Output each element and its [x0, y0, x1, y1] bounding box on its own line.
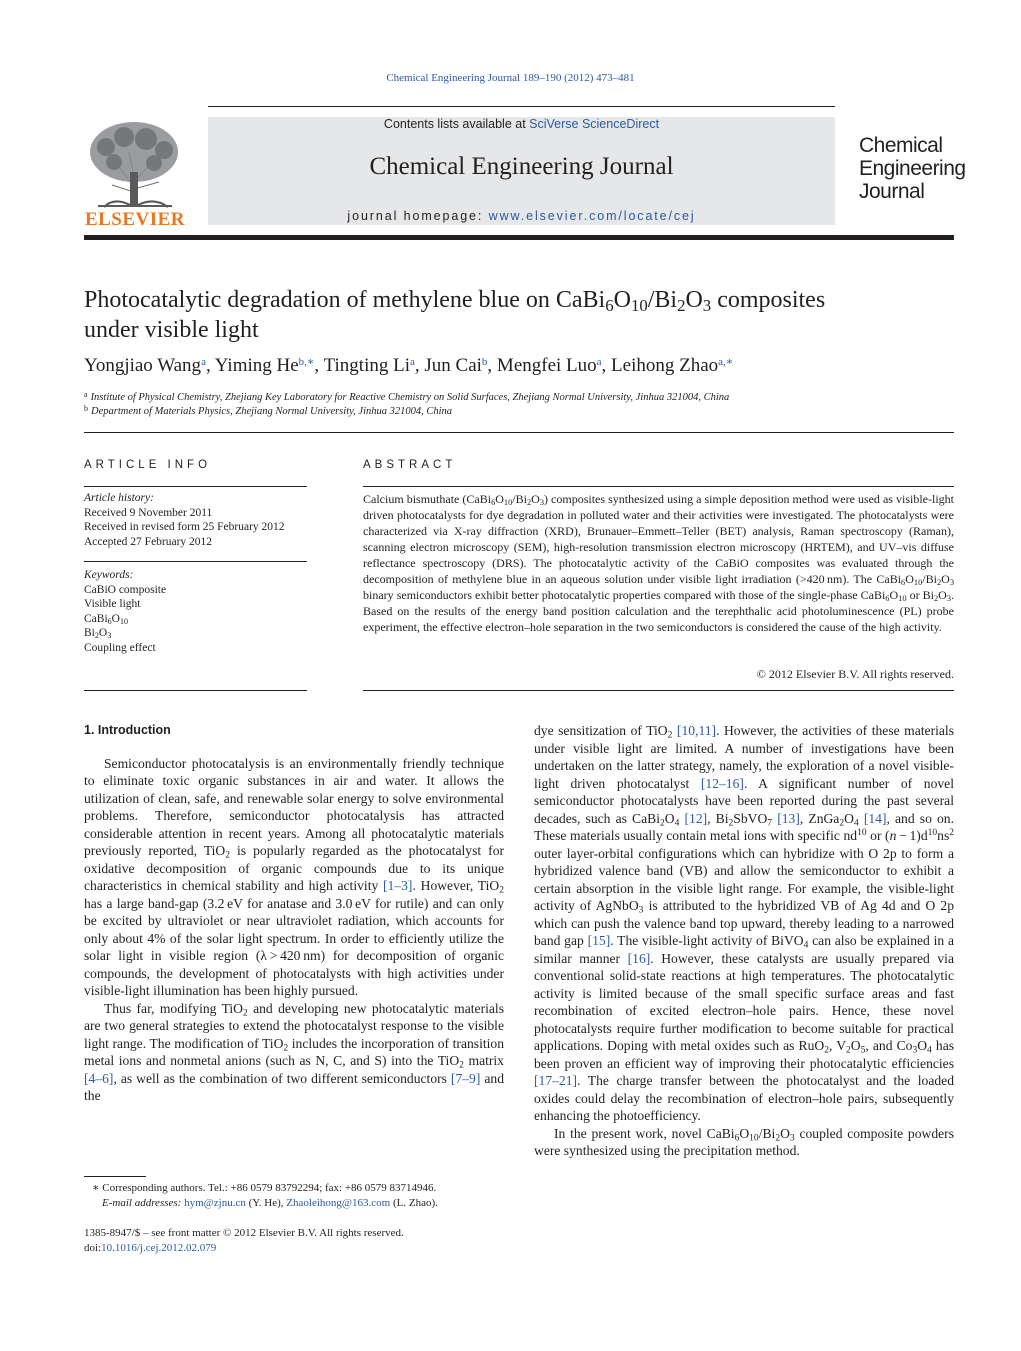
citation-link[interactable]: [13] [777, 810, 800, 826]
body-left-column [84, 722, 504, 1105]
article-title: Photocatalytic degradation of methylene blue on $CaBi_6O_{10}/Bi_2O_3$ composites under visible light [84, 287, 826, 343]
abstract-text: Calcium bismuthate $(CaBi_6O_{10}/Bi_2O_3)$ composites synthesized using a simple deposition method were used as visible-light driven photocatalysts for dye degradation in polluted water and their activities were investigated. The photocatalysts were characterized via X-ray diffraction (XRD), Brunauer–Emmett–Teller (BET) analysis, Raman spectroscopy (Raman), scanning electron microscopy (SEM), high-resolution transmission electron microscopy (HRTEM), and UV–vis diffuse reflectance spectroscopy (DRS). The photocatalytic activity of the CaBiO composites was evaluated through the decomposition of methylene blue in an aqueous solution under visible light irradiation (>420 nm). The $CaBi_6O_{10}/Bi_2O_3$ binary semiconductors exhibit better photocatalytic properties compared with those of the single-phase $CaBi_6O_{10}$ or $Bi_2O_3$. Based on the results of the energy band position calculation and the terephthalic acid photoluminescence (PL) probe experiment, the effective electron–hole separation in the two semiconductors is considered the cause of the high activity. [363, 492, 954, 634]
body-right-column [534, 722, 954, 1160]
footnote-rule [84, 1176, 146, 1177]
keywords: Keywords: CaBiO composite Visible light $CaBi_6O_{10}$ $Bi_2O_3$ Coupling effect [84, 569, 167, 654]
copyright-notice: © 2012 Elsevier B.V. All rights reserved. [756, 667, 954, 681]
header-rule [208, 106, 835, 107]
author-name: Yiming He [214, 355, 299, 376]
citation-link[interactable]: [12] [684, 810, 708, 826]
citation-link[interactable]: [1–3] [383, 878, 413, 893]
contents-line: Contents lists available at SciVerse ScienceDirect [383, 117, 660, 131]
section-heading-introduction: 1. Introduction [84, 723, 171, 737]
citation-link[interactable]: [14] [863, 810, 887, 826]
info-rule [84, 561, 307, 562]
citation-link[interactable]: [7–9] [450, 1070, 481, 1086]
email-link[interactable]: Zhaoleihong@163.com [286, 1197, 391, 1209]
author-affiliation-mark[interactable]: a [410, 355, 415, 368]
abstract-rule [363, 486, 954, 487]
author-list: Yongjiao Wang$^a$, Yiming $He^{b,∗}$, Tingting Li$^a$, Jun Cai$^b$, Mengfei Luo$^a$, Leihong Zhao$^{a,∗}$ [84, 355, 734, 376]
author-name: Mengfei Luo [496, 355, 597, 376]
info-rule [84, 486, 307, 487]
abstract-rule [363, 690, 954, 691]
citation-link[interactable]: [12–16] [700, 775, 744, 791]
article-info-heading: ARTICLE INFO [84, 459, 212, 471]
author-affiliation-mark[interactable]: b,∗ [298, 355, 315, 368]
author-name: Tingting Li [323, 355, 410, 376]
citation-link[interactable]: [17–21] [534, 1073, 578, 1088]
affiliation-b: $^b$ Department of Materials Physics, Zhejiang Normal University, Jinhua 321004, China [84, 404, 453, 417]
paragraph: dye sensitization of TiO$_2$ [10,11]. However, the activities of these materials under visible light are limited. A number of investigations have been undertaken on the latter strategy, namely, the exploration of a novel visible-light driven photocatalyst [12–16]. A significant number of novel semiconductor photocatalysts have been reported during the past several decades, such as $CaBi_2O_4$ [12], $Bi_2SbVO_7$ [13], $ZnGa_2O_4$ [14], and so on. These materials usually contain metal ions with specific $nd^{10}$ or $(n - 1)d^{10}ns^2$ outer layer-orbital configurations which can hybridize with O 2p to form a hybridized valence band (VB) and allow the semiconductor to exhibit a certain absorption in the visible light range. For example, the visible-light activity of AgNbO$_3$ is attributed to the hybridized VB of Ag 4d and O 2p which can push the valence band top upward, thereby leading to a narrowed band gap [15]. The visible-light activity of BiVO$_4$ can also be explained in a similar manner [16]. However, these catalysts are usually prepared via conventional solid-state reactions at high temperatures. The photocatalytic activity is limited because of the small specific surface areas and fast recombination of excited electron–hole pairs. Hence, these novel photocatalysts require further modification to become suitable for practical applications. Doping with metal oxides such as RuO$_2$, $V_2O_5$, and $Co_3O_4$ has been proven an efficient way of improving their photocatalytic efficiencies [17–21]. The charge transfer between the photocatalyst and the loaded oxides could delay the recombination of electron–hole pairs, subsequently enhancing the photoefficiency. [534, 723, 955, 1123]
citation-link[interactable]: [15] [587, 933, 611, 948]
journal-homepage: journal homepage: www.elsevier.com/locate/cej [347, 209, 696, 223]
citation-link[interactable]: [4–6] [84, 1070, 114, 1086]
article-history: Article history: Received 9 November 2011 Received in revised form 25 February 2012 Accepted 27 February 2012 [84, 492, 285, 548]
affiliation-a: $^a$ Institute of Physical Chemistry, Zhejiang Key Laboratory for Reactive Chemistry on Solid Surfaces, Zhejiang Normal University, Jinhua 321004, China [84, 390, 730, 403]
citation-link[interactable]: [16] [627, 950, 651, 966]
corresponding-author-footnote: ∗ Corresponding authors. Tel.: +86 0579 83792294; fax: +86 0579 83714946. E-mail addresses: hym@zjnu.cn (Y. He), Zhaoleihong@163.com (L. Zhao). [92, 1182, 438, 1209]
author-affiliation-mark[interactable]: a [596, 355, 602, 368]
author-affiliation-mark[interactable]: a [201, 355, 206, 368]
journal-cover-wordmark: Chemical Engineering Journal [859, 134, 966, 203]
doi-link[interactable]: 10.1016/j.cej.2012.02.079 [101, 1242, 217, 1254]
paragraph: Semiconductor photocatalysis is an environmentally friendly technique to eliminate toxic organic substances in air and water. It allows the utilization of clean, safe, and renewable solar energy to solve environmental problems. Therefore, semiconductor photocatalysis has attracted considerable attention in recent years. Among all photocatalytic materials previously reported, TiO$_2$ is popularly regarded as the photocatalyst for oxidative decomposition of organic compounds due to its unique characteristics in chemical stability and high activity [1–3]. However, TiO$_2$ has a large band-gap (3.2 eV for anatase and 3.0 eV for rutile) and can only be excited by ultraviolet or near ultraviolet radiation, which accounts for only about 4% of the solar light spectrum. In order to efficiently utilize the solar light in visible region (λ > 420 nm) for decomposition of organic compounds, the development of photocatalysts with high activities under visible-light illumination has been highly pursued. [84, 755, 505, 998]
header-thick-rule [84, 235, 954, 240]
author-affiliation-mark[interactable]: b [481, 355, 488, 368]
keyword: Visible light [84, 598, 141, 610]
abstract-heading: ABSTRACT [363, 459, 457, 471]
citation-link[interactable]: [10,11] [676, 723, 717, 738]
email-link[interactable]: hym@zjnu.cn [184, 1197, 246, 1209]
author-name: Yongjiao Wang [84, 355, 202, 376]
journal-citation[interactable]: Chemical Engineering Journal 189–190 (2012) 473–481 [386, 72, 635, 84]
keyword: CaBiO composite [84, 583, 167, 596]
keyword: Coupling effect [84, 641, 156, 654]
keyword: $CaBi_6O_{10}$ [84, 612, 129, 626]
info-rule [84, 690, 307, 691]
elsevier-wordmark: ELSEVIER [84, 209, 186, 230]
author-name: Leihong Zhao [611, 355, 719, 376]
homepage-link[interactable]: www.elsevier.com/locate/cej [488, 209, 696, 223]
front-matter: 1385-8947/$ – see front matter © 2012 Elsevier B.V. All rights reserved. doi:10.1016/j.cej.2012.02.079 [84, 1227, 404, 1254]
section-rule [84, 432, 954, 433]
author-name: Jun Cai [424, 355, 482, 376]
paragraph: Thus far, modifying TiO$_2$ and developing new photocatalytic materials are two general strategies to extend the photocatalyst response to the visible light range. The modification of TiO$_2$ includes the incorporation of transition metal ions and nonmetal anions (such as N, C, and S) into the TiO$_2$ matrix [4–6], as well as the combination of two different semiconductors [7–9] and the [84, 1000, 504, 1103]
keyword: $Bi_2O_3$ [84, 627, 112, 640]
sciencedirect-link[interactable]: SciVerse ScienceDirect [529, 117, 660, 131]
author-affiliation-mark[interactable]: a,∗ [718, 355, 734, 368]
journal-name: Chemical Engineering Journal [369, 153, 674, 180]
paragraph: In the present work, novel $CaBi_6O_{10}/Bi_2O_3$ coupled composite powders were synthesized using the precipitation method. [534, 1125, 954, 1158]
